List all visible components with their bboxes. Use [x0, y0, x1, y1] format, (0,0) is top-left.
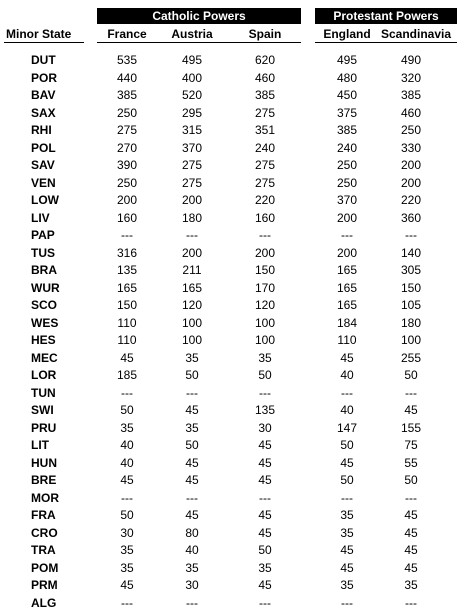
scandinavia-cell: 45: [381, 525, 441, 543]
minor-state-cell: HUN: [31, 455, 57, 473]
scandinavia-cell: 100: [381, 332, 441, 350]
table-row: [0, 595, 469, 612]
england-cell: 45: [317, 455, 377, 473]
table-row: [0, 332, 469, 350]
austria-cell: 520: [162, 87, 222, 105]
minor-state-header-underline: [4, 42, 84, 43]
minor-state-cell: POL: [31, 140, 56, 158]
minor-state-cell: HES: [31, 332, 56, 350]
minor-state-header: Minor State: [6, 26, 71, 42]
table-row: [0, 350, 469, 368]
france-cell: 390: [97, 157, 157, 175]
france-header: France: [97, 26, 157, 42]
minor-state-cell: TRA: [31, 542, 56, 560]
france-cell: 45: [97, 577, 157, 595]
minor-state-cell: ALG: [31, 595, 56, 612]
table-row: [0, 52, 469, 70]
scandinavia-cell: 105: [381, 297, 441, 315]
minor-state-cell: PRU: [31, 420, 56, 438]
austria-cell: 35: [162, 350, 222, 368]
england-cell: 45: [317, 542, 377, 560]
england-cell: 165: [317, 280, 377, 298]
france-cell: 30: [97, 525, 157, 543]
table-row: [0, 175, 469, 193]
table-row: [0, 420, 469, 438]
scandinavia-cell: 45: [381, 402, 441, 420]
minor-state-cell: POR: [31, 70, 57, 88]
strength-table: [0, 52, 469, 612]
scandinavia-cell: 490: [381, 52, 441, 70]
minor-state-cell: POM: [31, 560, 58, 578]
protestant-powers-header: Protestant Powers: [315, 8, 457, 24]
austria-cell: 200: [162, 192, 222, 210]
spain-cell: 460: [235, 70, 295, 88]
spain-cell: 50: [235, 367, 295, 385]
austria-cell: 35: [162, 420, 222, 438]
spain-cell: 35: [235, 560, 295, 578]
england-cell: 40: [317, 402, 377, 420]
england-cell: 50: [317, 437, 377, 455]
table-row: [0, 105, 469, 123]
table-row: [0, 402, 469, 420]
spain-cell: 30: [235, 420, 295, 438]
table-row: [0, 542, 469, 560]
scandinavia-cell: 140: [381, 245, 441, 263]
austria-cell: 30: [162, 577, 222, 595]
spain-cell: ---: [235, 595, 295, 612]
spain-cell: 120: [235, 297, 295, 315]
minor-state-cell: LIT: [31, 437, 49, 455]
table-row: [0, 525, 469, 543]
minor-state-cell: RHI: [31, 122, 52, 140]
austria-cell: 100: [162, 315, 222, 333]
france-cell: 135: [97, 262, 157, 280]
england-cell: ---: [317, 385, 377, 403]
scandinavia-cell: ---: [381, 385, 441, 403]
france-cell: 35: [97, 420, 157, 438]
france-cell: ---: [97, 595, 157, 612]
france-cell: ---: [97, 490, 157, 508]
england-cell: 35: [317, 507, 377, 525]
table-row: [0, 437, 469, 455]
austria-cell: 100: [162, 332, 222, 350]
austria-cell: ---: [162, 227, 222, 245]
spain-cell: ---: [235, 490, 295, 508]
spain-header: Spain: [235, 26, 295, 42]
minor-state-cell: SAX: [31, 105, 56, 123]
minor-state-cell: WUR: [31, 280, 60, 298]
austria-cell: 120: [162, 297, 222, 315]
minor-state-cell: LIV: [31, 210, 50, 228]
france-cell: ---: [97, 227, 157, 245]
table-row: [0, 140, 469, 158]
minor-state-cell: PAP: [31, 227, 55, 245]
england-cell: 240: [317, 140, 377, 158]
spain-cell: 200: [235, 245, 295, 263]
france-cell: 110: [97, 315, 157, 333]
austria-cell: 295: [162, 105, 222, 123]
spain-cell: 35: [235, 350, 295, 368]
catholic-powers-header: Catholic Powers: [97, 8, 301, 24]
table-row: [0, 192, 469, 210]
table-row: [0, 560, 469, 578]
spain-cell: 160: [235, 210, 295, 228]
austria-cell: 45: [162, 402, 222, 420]
table-row: [0, 157, 469, 175]
england-cell: 385: [317, 122, 377, 140]
spain-cell: 150: [235, 262, 295, 280]
table-row: [0, 87, 469, 105]
table-row: [0, 122, 469, 140]
table-row: [0, 297, 469, 315]
france-cell: ---: [97, 385, 157, 403]
scandinavia-cell: 35: [381, 577, 441, 595]
austria-cell: 200: [162, 245, 222, 263]
france-cell: 200: [97, 192, 157, 210]
scandinavia-cell: ---: [381, 595, 441, 612]
table-row: [0, 455, 469, 473]
scandinavia-cell: 200: [381, 175, 441, 193]
scandinavia-cell: 180: [381, 315, 441, 333]
austria-cell: 45: [162, 507, 222, 525]
austria-cell: 275: [162, 157, 222, 175]
scandinavia-cell: 330: [381, 140, 441, 158]
france-cell: 45: [97, 472, 157, 490]
spain-cell: 100: [235, 315, 295, 333]
scandinavia-cell: 220: [381, 192, 441, 210]
minor-state-cell: WES: [31, 315, 58, 333]
minor-state-cell: TUS: [31, 245, 55, 263]
france-cell: 40: [97, 437, 157, 455]
france-cell: 45: [97, 350, 157, 368]
spain-cell: 45: [235, 525, 295, 543]
scandinavia-cell: 75: [381, 437, 441, 455]
austria-cell: ---: [162, 490, 222, 508]
table-row: [0, 385, 469, 403]
england-cell: 147: [317, 420, 377, 438]
spain-cell: 135: [235, 402, 295, 420]
austria-cell: 80: [162, 525, 222, 543]
england-cell: 35: [317, 525, 377, 543]
spain-cell: 275: [235, 157, 295, 175]
table-row: [0, 70, 469, 88]
scandinavia-cell: 360: [381, 210, 441, 228]
england-cell: 40: [317, 367, 377, 385]
minor-state-cell: BRA: [31, 262, 57, 280]
england-cell: ---: [317, 227, 377, 245]
scandinavia-cell: 50: [381, 472, 441, 490]
france-cell: 160: [97, 210, 157, 228]
france-cell: 316: [97, 245, 157, 263]
table-row: [0, 315, 469, 333]
scandinavia-cell: 255: [381, 350, 441, 368]
table-row: [0, 367, 469, 385]
england-cell: 370: [317, 192, 377, 210]
scandinavia-cell: 50: [381, 367, 441, 385]
spain-cell: 240: [235, 140, 295, 158]
france-cell: 150: [97, 297, 157, 315]
austria-cell: ---: [162, 595, 222, 612]
england-cell: 200: [317, 210, 377, 228]
scandinavia-cell: ---: [381, 490, 441, 508]
scandinavia-cell: 45: [381, 507, 441, 525]
table-row: [0, 472, 469, 490]
england-cell: 250: [317, 157, 377, 175]
spain-cell: 275: [235, 105, 295, 123]
austria-header: Austria: [162, 26, 222, 42]
france-cell: 250: [97, 175, 157, 193]
minor-state-cell: MOR: [31, 490, 59, 508]
spain-cell: 45: [235, 507, 295, 525]
spain-cell: 50: [235, 542, 295, 560]
france-cell: 385: [97, 87, 157, 105]
austria-cell: 315: [162, 122, 222, 140]
minor-state-cell: CRO: [31, 525, 58, 543]
spain-cell: 620: [235, 52, 295, 70]
france-cell: 35: [97, 542, 157, 560]
austria-cell: 180: [162, 210, 222, 228]
scandinavia-cell: 250: [381, 122, 441, 140]
england-cell: 184: [317, 315, 377, 333]
spain-cell: 385: [235, 87, 295, 105]
minor-state-cell: FRA: [31, 507, 56, 525]
austria-cell: 50: [162, 437, 222, 455]
austria-cell: 50: [162, 367, 222, 385]
england-cell: 45: [317, 560, 377, 578]
spain-cell: 220: [235, 192, 295, 210]
france-cell: 535: [97, 52, 157, 70]
scandinavia-cell: 45: [381, 560, 441, 578]
france-cell: 110: [97, 332, 157, 350]
scandinavia-cell: 55: [381, 455, 441, 473]
table-row: [0, 280, 469, 298]
england-cell: 450: [317, 87, 377, 105]
minor-state-cell: SCO: [31, 297, 57, 315]
austria-cell: ---: [162, 385, 222, 403]
england-cell: 495: [317, 52, 377, 70]
scandinavia-cell: 45: [381, 542, 441, 560]
england-cell: 35: [317, 577, 377, 595]
spain-cell: 45: [235, 577, 295, 595]
minor-state-cell: LOR: [31, 367, 56, 385]
spain-cell: 45: [235, 472, 295, 490]
england-cell: 45: [317, 350, 377, 368]
england-cell: 110: [317, 332, 377, 350]
france-cell: 275: [97, 122, 157, 140]
france-cell: 35: [97, 560, 157, 578]
england-cell: 165: [317, 297, 377, 315]
france-cell: 50: [97, 402, 157, 420]
england-header: England: [317, 26, 377, 42]
scandinavia-cell: 150: [381, 280, 441, 298]
minor-state-cell: PRM: [31, 577, 58, 595]
scandinavia-cell: 320: [381, 70, 441, 88]
scandinavia-cell: 200: [381, 157, 441, 175]
minor-state-cell: VEN: [31, 175, 56, 193]
table-row: [0, 245, 469, 263]
scandinavia-cell: 385: [381, 87, 441, 105]
scandinavia-header: Scandinavia: [381, 26, 441, 42]
column-header-row: [0, 26, 469, 42]
england-cell: 50: [317, 472, 377, 490]
england-cell: 480: [317, 70, 377, 88]
spain-cell: 45: [235, 455, 295, 473]
france-cell: 165: [97, 280, 157, 298]
minor-state-cell: SWI: [31, 402, 54, 420]
table-row: [0, 210, 469, 228]
england-cell: ---: [317, 490, 377, 508]
france-cell: 40: [97, 455, 157, 473]
spain-cell: ---: [235, 227, 295, 245]
austria-cell: 211: [162, 262, 222, 280]
spain-cell: 170: [235, 280, 295, 298]
england-cell: 375: [317, 105, 377, 123]
scandinavia-cell: 305: [381, 262, 441, 280]
scandinavia-cell: ---: [381, 227, 441, 245]
france-cell: 185: [97, 367, 157, 385]
table-row: [0, 490, 469, 508]
austria-cell: 165: [162, 280, 222, 298]
table-row: [0, 227, 469, 245]
austria-cell: 275: [162, 175, 222, 193]
scandinavia-cell: 155: [381, 420, 441, 438]
france-cell: 440: [97, 70, 157, 88]
protestant-columns-underline: [315, 42, 457, 43]
table-row: [0, 262, 469, 280]
england-cell: 250: [317, 175, 377, 193]
minor-state-cell: BAV: [31, 87, 55, 105]
spain-cell: 275: [235, 175, 295, 193]
austria-cell: 400: [162, 70, 222, 88]
spain-cell: 45: [235, 437, 295, 455]
spain-cell: 100: [235, 332, 295, 350]
austria-cell: 370: [162, 140, 222, 158]
minor-state-cell: TUN: [31, 385, 56, 403]
austria-cell: 45: [162, 455, 222, 473]
france-cell: 270: [97, 140, 157, 158]
spain-cell: 351: [235, 122, 295, 140]
france-cell: 50: [97, 507, 157, 525]
minor-state-cell: SAV: [31, 157, 55, 175]
scandinavia-cell: 460: [381, 105, 441, 123]
minor-state-cell: LOW: [31, 192, 59, 210]
catholic-columns-underline: [97, 42, 301, 43]
spain-cell: ---: [235, 385, 295, 403]
austria-cell: 45: [162, 472, 222, 490]
minor-state-cell: MEC: [31, 350, 58, 368]
minor-state-cell: BRE: [31, 472, 56, 490]
table-row: [0, 507, 469, 525]
france-cell: 250: [97, 105, 157, 123]
austria-cell: 35: [162, 560, 222, 578]
austria-cell: 495: [162, 52, 222, 70]
table-row: [0, 577, 469, 595]
england-cell: 165: [317, 262, 377, 280]
austria-cell: 40: [162, 542, 222, 560]
minor-state-cell: DUT: [31, 52, 56, 70]
england-cell: ---: [317, 595, 377, 612]
england-cell: 200: [317, 245, 377, 263]
